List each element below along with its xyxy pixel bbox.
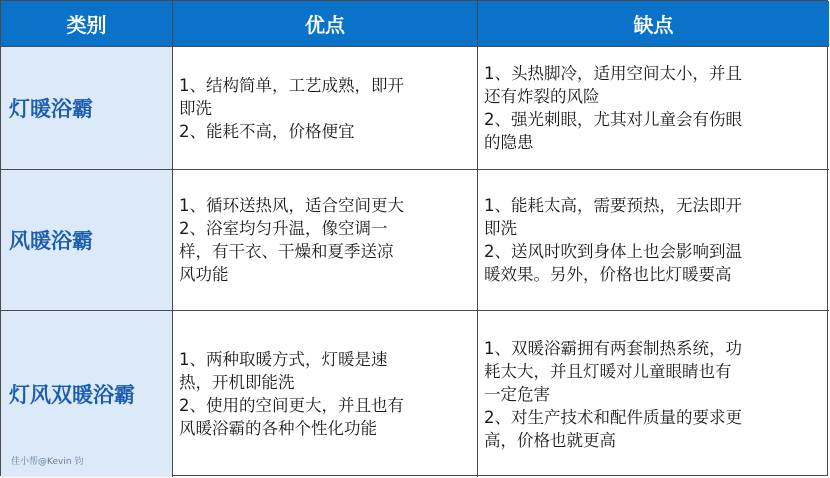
pros-cell	[173, 311, 478, 477]
pros-line: 即洗	[179, 98, 212, 118]
cons-line: 耗太大，并且灯暖对儿童眼睛也有	[484, 361, 732, 381]
pros-line: 1、循环送热风，适合空间更大	[179, 196, 404, 215]
cons-line: 2、强光刺眼，尤其对儿童会有伤眼	[484, 110, 742, 129]
cons-line: 高，价格也就更高	[484, 430, 616, 450]
category-cell	[1, 47, 173, 170]
cons-line: 2、送风时吹到身体上也会影响到温	[484, 242, 742, 261]
header-pros: 优点	[173, 1, 478, 47]
cons-line: 1、双暖浴霸拥有两套制热系统，功	[484, 338, 742, 358]
pros-line: 2、能耗不高，价格便宜	[179, 121, 355, 141]
header-category: 类别	[1, 1, 173, 47]
cons-line: 1、头热脚冷，适用空间太小，并且	[484, 64, 742, 83]
watermark: 佳小帮@Kevin 钧	[11, 457, 84, 467]
category-cell	[1, 170, 173, 311]
header-cons: 缺点	[478, 1, 829, 47]
cons-line: 的隐患	[484, 133, 534, 152]
cons-line: 2、对生产技术和配件质量的要求更	[484, 407, 742, 427]
cons-line: 一定危害	[484, 384, 550, 404]
cons-line: 还有炸裂的风险	[484, 87, 600, 106]
category-label: 风暖浴霸	[9, 229, 93, 253]
cons-line: 即洗	[484, 219, 517, 238]
pros-line: 风暖浴霸的各种个性化功能	[179, 419, 377, 438]
category-label: 灯暖浴霸	[9, 97, 93, 121]
pros-line: 2、浴室均匀升温，像空调一	[179, 219, 388, 238]
pros-line: 2、使用的空间更大，并且也有	[179, 396, 404, 415]
pros-line: 1、结构简单，工艺成熟，即开	[179, 75, 404, 95]
pros-cell	[173, 47, 478, 170]
pros-line: 风功能	[179, 265, 229, 284]
category-label: 灯风双暖浴霸	[9, 383, 135, 407]
pros-cell	[173, 170, 478, 311]
cons-cell	[478, 170, 829, 311]
cons-line: 暖效果。另外，价格也比灯暖要高	[484, 265, 732, 284]
cons-cell	[478, 311, 829, 477]
cons-line: 1、能耗太高，需要预热，无法即开	[484, 196, 742, 215]
pros-line: 热，开机即能洗	[179, 373, 295, 392]
pros-line: 样，有干衣、干燥和夏季送凉	[179, 242, 394, 261]
cons-cell	[478, 47, 829, 170]
pros-line: 1、两种取暖方式，灯暖是速	[179, 350, 388, 369]
category-cell	[1, 311, 173, 477]
